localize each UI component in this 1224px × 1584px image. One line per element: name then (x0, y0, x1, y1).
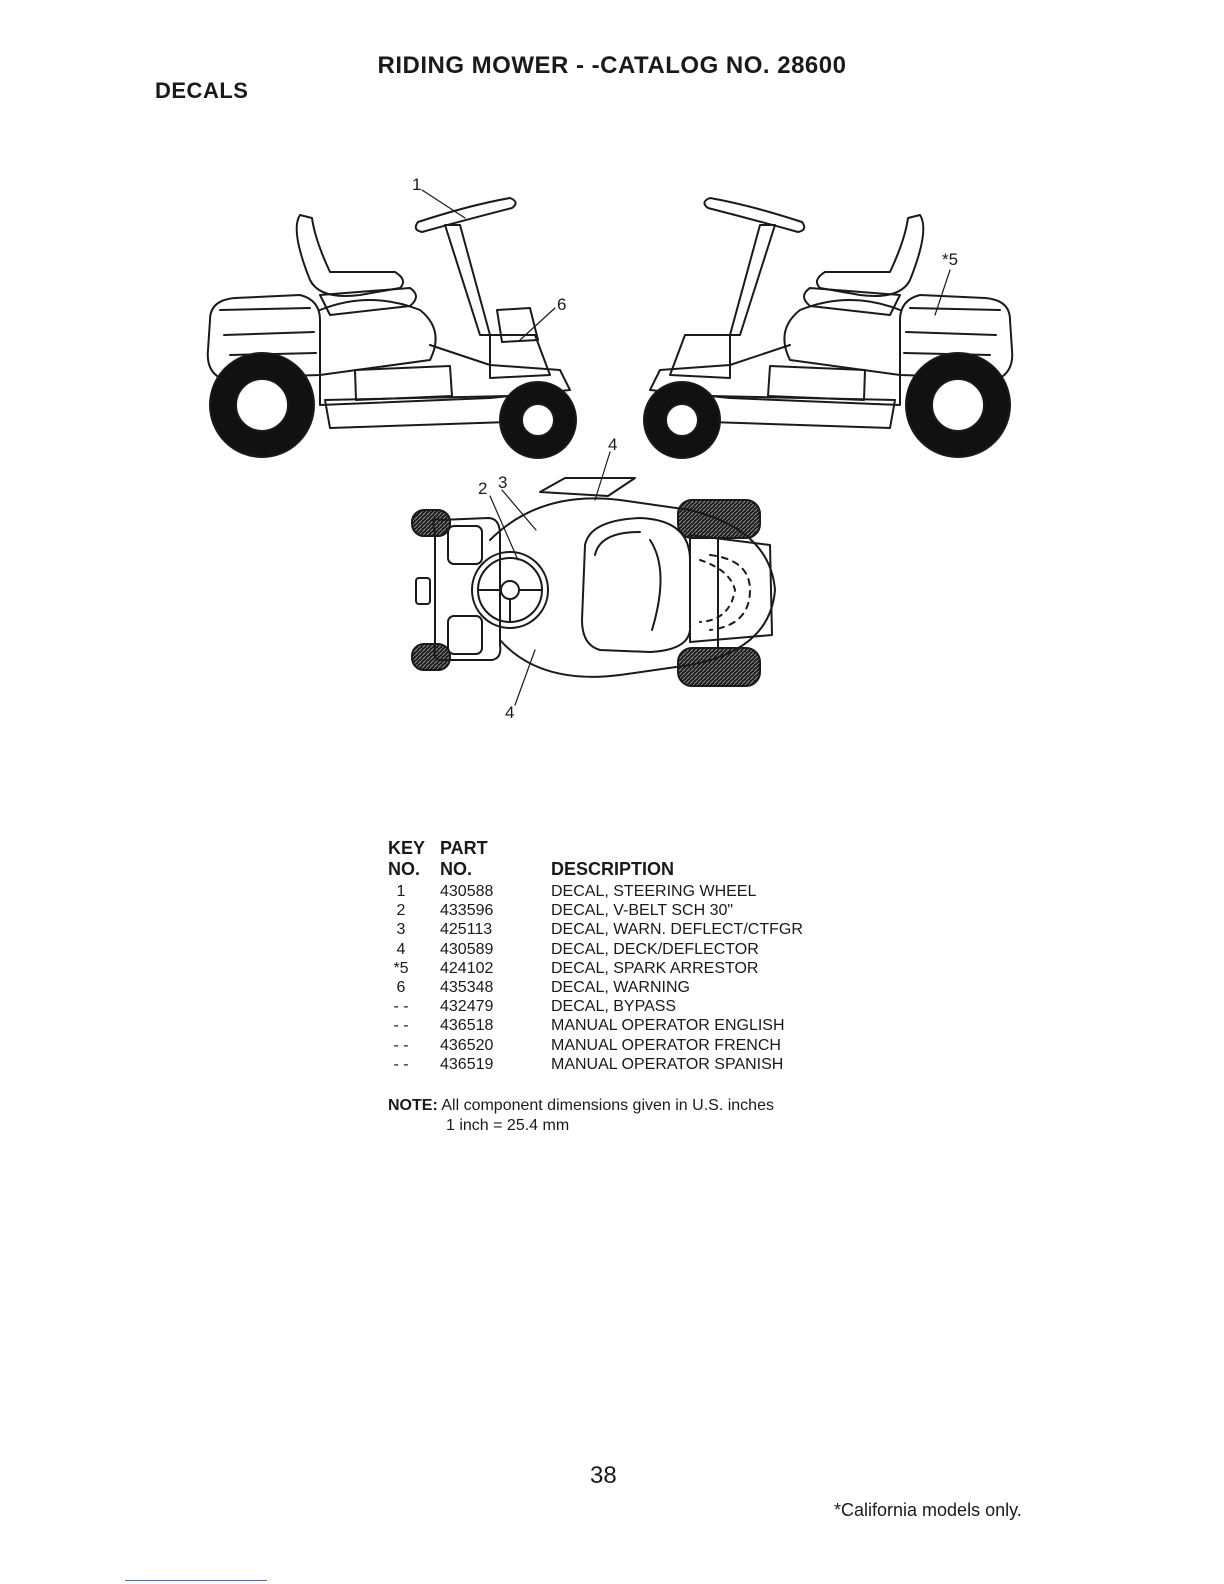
left-side-view (208, 198, 576, 458)
header-key-top: KEY (388, 838, 426, 858)
description-cell: DECAL, WARNING (551, 978, 690, 996)
top-view (412, 478, 775, 686)
callout-2: 2 (478, 479, 488, 498)
key-cell: - - (393, 1055, 409, 1073)
callout-4-top: 4 (608, 435, 618, 454)
description-cell: MANUAL OPERATOR ENGLISH (551, 1017, 785, 1035)
callout-3: 3 (498, 473, 508, 492)
key-cell: - - (393, 1036, 409, 1054)
description-cell: DECAL, WARN. DEFLECT/CTFGR (551, 921, 803, 939)
description-cell: MANUAL OPERATOR FRENCH (551, 1036, 781, 1054)
key-cell: 1 (396, 883, 406, 900)
right-side-view (644, 198, 1012, 458)
description-cell: MANUAL OPERATOR SPANISH (551, 1055, 784, 1073)
key-cell: 6 (396, 978, 406, 996)
part-number-cell: 436518 (440, 1017, 494, 1035)
header-key-bottom: NO. (388, 859, 421, 879)
page-title: RIDING MOWER - -CATALOG NO. 28600 (377, 52, 847, 79)
part-number-cell: 425113 (440, 921, 493, 939)
key-cell: 2 (396, 902, 406, 920)
callout-5: *5 (942, 250, 959, 269)
note-line-2: 1 inch = 25.4 mm (446, 1117, 570, 1134)
callout-6: 6 (557, 295, 567, 314)
part-number-cell: 433596 (440, 902, 494, 920)
note-line-1: All component dimensions given in U.S. inches (437, 1097, 774, 1114)
description-cell: DECAL, STEERING WHEEL (551, 883, 757, 900)
description-cell: DECAL, V-BELT SCH 30" (551, 902, 734, 920)
part-number-cell: 430589 (440, 940, 494, 958)
description-cell: DECAL, BYPASS (551, 998, 677, 1016)
key-cell: *5 (393, 959, 409, 977)
key-cell: 3 (396, 921, 406, 939)
decal-locations-figure (190, 160, 1030, 740)
part-number-cell: 430588 (440, 883, 494, 900)
callout-1: 1 (412, 175, 422, 194)
section-heading: DECALS (155, 78, 249, 103)
part-number-cell: 436519 (440, 1055, 494, 1073)
dimension-note (388, 1096, 774, 1136)
part-number-cell: 435348 (440, 978, 494, 996)
callout-4-bottom: 4 (505, 703, 515, 722)
key-cell: - - (393, 998, 409, 1016)
part-number-cell: 432479 (440, 998, 494, 1016)
page-number: 38 (590, 1462, 617, 1489)
key-cell: - - (393, 1017, 409, 1035)
description-cell: DECAL, SPARK ARRESTOR (551, 959, 759, 977)
footer-rule (125, 1580, 267, 1581)
part-number-cell: 436520 (440, 1036, 494, 1054)
california-footnote: *California models only. (834, 1500, 1022, 1520)
header-part-top: PART (440, 838, 488, 858)
part-number-cell: 424102 (440, 959, 494, 977)
note-label: NOTE: (388, 1097, 438, 1114)
description-cell: DECAL, DECK/DEFLECTOR (551, 940, 759, 958)
header-description: DESCRIPTION (551, 859, 675, 879)
header-part-bottom: NO. (440, 859, 473, 879)
key-cell: 4 (396, 940, 406, 958)
